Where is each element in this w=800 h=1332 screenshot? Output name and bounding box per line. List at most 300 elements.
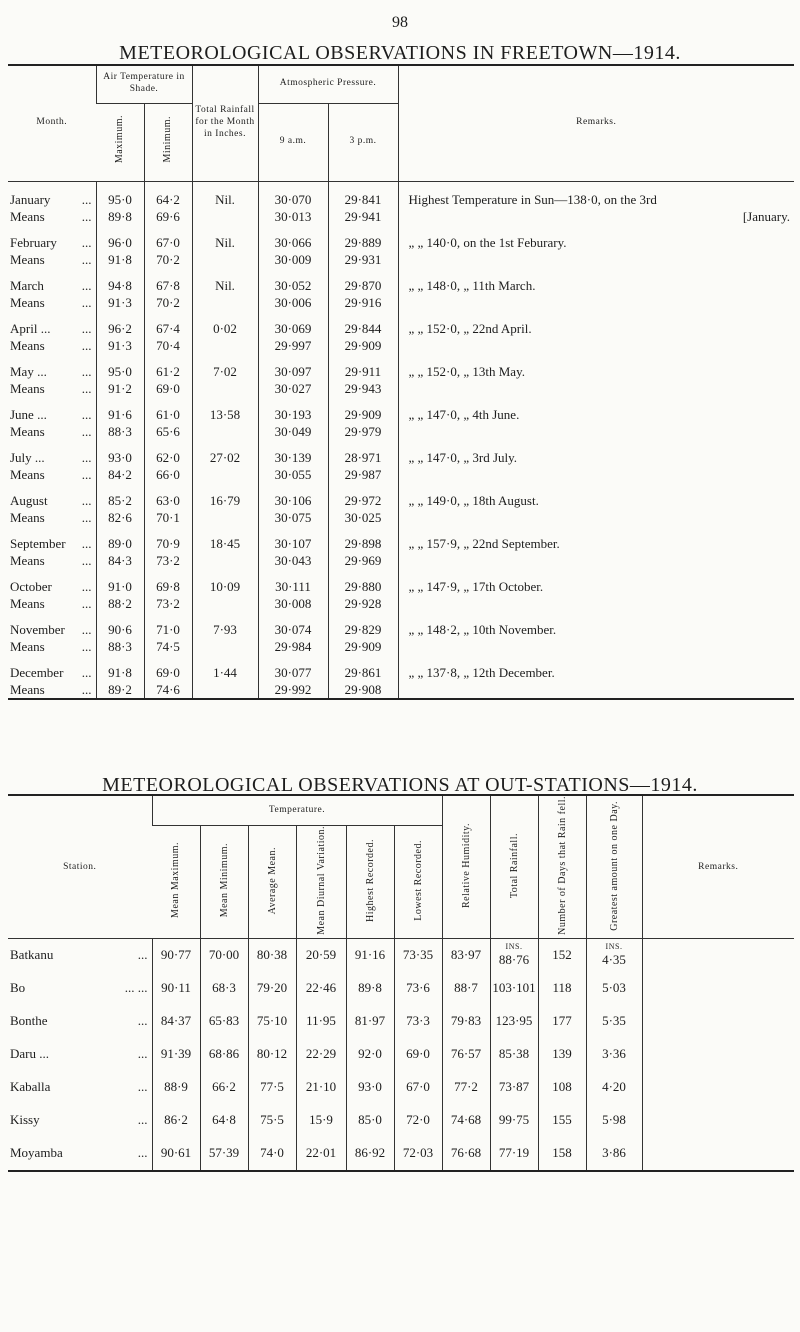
mean-min-value: 69·0 [144, 380, 192, 397]
pressure-am-value: 30·077 [258, 655, 328, 681]
mean-pm-value: 29·909 [328, 638, 398, 655]
max-value: 90·6 [96, 612, 144, 638]
month-name [8, 526, 96, 552]
max-value: 91·8 [96, 655, 144, 681]
station-label: Kaballa [10, 1079, 51, 1095]
mean-pm-value: 30·025 [328, 509, 398, 526]
min-value: 62·0 [144, 440, 192, 466]
mean-max-value: 84·37 [152, 1005, 200, 1038]
empty-cell [192, 595, 258, 612]
leader-dots: ... [81, 380, 92, 396]
mean-min-value: 65·6 [144, 423, 192, 440]
remark-text: „ „ 149·0, „ 18th August. [398, 483, 794, 509]
leader-dots: ... [81, 363, 92, 379]
means-name [8, 509, 96, 526]
pressure-am-value: 30·070 [258, 181, 328, 208]
highest-value: 93·0 [346, 1071, 394, 1104]
mean-min-value: 66·2 [200, 1071, 248, 1104]
month-label: May ... [10, 363, 47, 379]
mean-max-value: 88·9 [152, 1071, 200, 1104]
leader-dots: ... [137, 1112, 148, 1128]
min-value: 63·0 [144, 483, 192, 509]
station-row [8, 938, 794, 972]
means-row [8, 466, 794, 483]
remark-continuation [398, 251, 794, 268]
greatest-value [586, 938, 642, 972]
means-label: Means [10, 466, 45, 482]
rainfall-value: Nil. [192, 268, 258, 294]
remark-continuation [398, 423, 794, 440]
rain-days-value: 139 [538, 1038, 586, 1071]
os-remarks-header: Remarks. [642, 795, 794, 938]
month-row [8, 483, 794, 509]
station-label: Bonthe [10, 1013, 48, 1029]
remarks-cell [642, 972, 794, 1005]
remark-text: „ „ 157·9, „ 22nd September. [398, 526, 794, 552]
mean-max-value: 88·3 [96, 423, 144, 440]
leader-dots: ... [137, 1013, 148, 1029]
means-label: Means [10, 251, 45, 267]
pressure-pm-value: 29·909 [328, 397, 398, 423]
pressure-am-value: 30·139 [258, 440, 328, 466]
leader-dots: ... [137, 1046, 148, 1062]
pressure-pm-value: 28·971 [328, 440, 398, 466]
min-value: 71·0 [144, 612, 192, 638]
mean-max-value: 84·2 [96, 466, 144, 483]
month-row [8, 440, 794, 466]
pressure-am-value: 30·106 [258, 483, 328, 509]
empty-cell [192, 552, 258, 569]
highest-value: 89·8 [346, 972, 394, 1005]
max-value: 94·8 [96, 268, 144, 294]
mean-max-value: 86·2 [152, 1104, 200, 1137]
mean-min-header: Mean Minimum. [218, 843, 230, 918]
means-label: Means [10, 423, 45, 439]
month-row [8, 311, 794, 337]
avg-mean-header: Average Mean. [266, 846, 278, 914]
leader-dots: ... [81, 492, 92, 508]
freetown-table [8, 64, 794, 700]
mean-min-value: 70·1 [144, 509, 192, 526]
month-label: June ... [10, 406, 47, 422]
mean-min-value: 70·00 [200, 938, 248, 972]
mean-am-value: 30·009 [258, 251, 328, 268]
month-label: January [10, 191, 51, 207]
month-name [8, 354, 96, 380]
pressure-am-value: 30·097 [258, 354, 328, 380]
max-value: 91·0 [96, 569, 144, 595]
mean-pm-value: 29·908 [328, 681, 398, 699]
mean-pm-value: 29·931 [328, 251, 398, 268]
diurnal-value: 15·9 [296, 1104, 346, 1137]
mean-max-value: 90·11 [152, 972, 200, 1005]
mean-max-value: 90·61 [152, 1137, 200, 1171]
month-name [8, 440, 96, 466]
diurnal-value: 22·01 [296, 1137, 346, 1171]
mean-min-value: 57·39 [200, 1137, 248, 1171]
means-label: Means [10, 294, 45, 310]
humidity-value: 76·57 [442, 1038, 490, 1071]
means-name [8, 423, 96, 440]
rainfall-value: Nil. [192, 225, 258, 251]
mean-max-value: 91·39 [152, 1038, 200, 1071]
min-value: 67·4 [144, 311, 192, 337]
month-row [8, 354, 794, 380]
pressure-am-value: 30·111 [258, 569, 328, 595]
lowest-header: Lowest Recorded. [412, 839, 424, 921]
means-name [8, 552, 96, 569]
rain-days-value: 155 [538, 1104, 586, 1137]
rainfall-total-header: Total Rainfall. [508, 832, 520, 898]
leader-dots: ... [81, 552, 92, 568]
empty-cell [192, 208, 258, 225]
mean-min-value: 73·2 [144, 595, 192, 612]
leader-dots: ... [81, 664, 92, 680]
mean-min-value: 74·6 [144, 681, 192, 699]
rainfall-value: 1·44 [192, 655, 258, 681]
station-name [8, 972, 152, 1005]
remarks-cell [642, 1038, 794, 1071]
mean-max-value: 90·77 [152, 938, 200, 972]
means-name [8, 251, 96, 268]
min-value: 64·2 [144, 181, 192, 208]
mean-min-value: 68·86 [200, 1038, 248, 1071]
remark-text: „ „ 148·0, „ 11th March. [398, 268, 794, 294]
mean-am-value: 30·008 [258, 595, 328, 612]
avg-mean-value: 75·10 [248, 1005, 296, 1038]
remarks-cell [642, 1071, 794, 1104]
rainfall-value: 18·45 [192, 526, 258, 552]
mean-max-value: 89·8 [96, 208, 144, 225]
month-row [8, 397, 794, 423]
mean-am-value: 30·049 [258, 423, 328, 440]
mean-min-value: 69·6 [144, 208, 192, 225]
mean-am-value: 30·013 [258, 208, 328, 225]
leader-dots: ... [81, 208, 92, 224]
avg-mean-value: 74·0 [248, 1137, 296, 1171]
leader-dots: ... [81, 234, 92, 250]
min-value: 69·0 [144, 655, 192, 681]
avg-mean-value: 80·38 [248, 938, 296, 972]
mean-min-value: 74·5 [144, 638, 192, 655]
mean-am-value: 30·055 [258, 466, 328, 483]
max-value: 89·0 [96, 526, 144, 552]
rainfall-number: 88·76 [498, 952, 530, 968]
humidity-value: 77·2 [442, 1071, 490, 1104]
month-row [8, 655, 794, 681]
mean-min-value: 70·4 [144, 337, 192, 354]
greatest-value: 3·86 [586, 1137, 642, 1171]
station-label: Daru ... [10, 1046, 49, 1062]
month-label: July ... [10, 449, 45, 465]
month-label: November [10, 621, 65, 637]
humidity-value: 83·97 [442, 938, 490, 972]
rainfall-value: 13·58 [192, 397, 258, 423]
station-name [8, 1038, 152, 1071]
leader-dots: ... [81, 535, 92, 551]
leader-dots: ... [81, 320, 92, 336]
remark-text: „ „ 152·0, „ 13th May. [398, 354, 794, 380]
leader-dots: ... [81, 251, 92, 267]
pressure-pm-value: 29·889 [328, 225, 398, 251]
mean-pm-value: 29·969 [328, 552, 398, 569]
leader-dots: ... [137, 947, 148, 963]
pressure-am-value: 30·052 [258, 268, 328, 294]
empty-cell [192, 337, 258, 354]
outstations-table [8, 794, 794, 1172]
month-label: February [10, 234, 57, 250]
pressure-header: Atmospheric Pressure. [258, 65, 398, 103]
rainfall-value: 10·09 [192, 569, 258, 595]
pressure-pm-value: 29·880 [328, 569, 398, 595]
means-name [8, 294, 96, 311]
month-name [8, 612, 96, 638]
highest-value: 91·16 [346, 938, 394, 972]
humidity-value: 79·83 [442, 1005, 490, 1038]
max-value: 91·6 [96, 397, 144, 423]
station-name [8, 1005, 152, 1038]
means-row [8, 294, 794, 311]
lowest-value: 73·35 [394, 938, 442, 972]
max-value: 93·0 [96, 440, 144, 466]
min-value: 61·2 [144, 354, 192, 380]
month-label: August [10, 492, 48, 508]
empty-cell [192, 251, 258, 268]
leader-dots: ... [137, 1145, 148, 1161]
pressure-pm-value: 29·841 [328, 181, 398, 208]
greatest-number: 4·35 [602, 952, 626, 968]
remark-continuation [398, 294, 794, 311]
remark-continuation [398, 380, 794, 397]
remarks-header: Remarks. [398, 65, 794, 181]
rainfall-value: 103·101 [490, 972, 538, 1005]
lowest-value: 67·0 [394, 1071, 442, 1104]
means-row [8, 681, 794, 699]
leader-dots: ... [81, 277, 92, 293]
leader-dots: ... [81, 595, 92, 611]
means-row [8, 595, 794, 612]
units-label: INS. [505, 942, 523, 952]
lowest-value: 72·0 [394, 1104, 442, 1137]
pressure-pm-value: 29·844 [328, 311, 398, 337]
means-row [8, 208, 794, 225]
month-name [8, 268, 96, 294]
station-label: Kissy [10, 1112, 40, 1128]
mean-max-header: Mean Maximum. [170, 842, 182, 919]
avg-mean-value: 77·5 [248, 1071, 296, 1104]
greatest-value: 5·98 [586, 1104, 642, 1137]
rainfall-value: 73·87 [490, 1071, 538, 1104]
rainfall-value: 16·79 [192, 483, 258, 509]
means-label: Means [10, 509, 45, 525]
month-name [8, 311, 96, 337]
rainfall-value: Nil. [192, 181, 258, 208]
means-label: Means [10, 681, 45, 697]
pressure-pm-value: 29·972 [328, 483, 398, 509]
station-row [8, 1005, 794, 1038]
empty-cell [192, 638, 258, 655]
avg-mean-value: 75·5 [248, 1104, 296, 1137]
rainfall-value [490, 938, 538, 972]
highest-value: 85·0 [346, 1104, 394, 1137]
station-row [8, 1104, 794, 1137]
station-row [8, 1038, 794, 1071]
month-label: March [10, 277, 44, 293]
means-label: Means [10, 208, 45, 224]
mean-am-value: 30·027 [258, 380, 328, 397]
station-header: Station. [8, 795, 152, 938]
pressure-pm-value: 29·829 [328, 612, 398, 638]
leader-dots: ... [81, 191, 92, 207]
pressure-pm-value: 29·911 [328, 354, 398, 380]
diurnal-header: Mean Diurnal Variation. [315, 825, 327, 935]
pressure-am-value: 30·107 [258, 526, 328, 552]
remark-continuation [398, 595, 794, 612]
leader-dots: ... ... [124, 980, 148, 996]
means-row [8, 638, 794, 655]
mean-am-value: 29·992 [258, 681, 328, 699]
remark-continuation [398, 638, 794, 655]
lowest-value: 73·6 [394, 972, 442, 1005]
mean-am-value: 30·006 [258, 294, 328, 311]
remark-text: „ „ 147·9, „ 17th October. [398, 569, 794, 595]
means-label: Means [10, 638, 45, 654]
leader-dots: ... [81, 509, 92, 525]
greatest-value: 3·36 [586, 1038, 642, 1071]
min-value: 70·9 [144, 526, 192, 552]
mean-am-value: 29·984 [258, 638, 328, 655]
pm-header: 3 p.m. [328, 103, 398, 181]
mean-am-value: 30·075 [258, 509, 328, 526]
remark-continuation [398, 337, 794, 354]
mean-min-value: 64·8 [200, 1104, 248, 1137]
means-name [8, 337, 96, 354]
month-label: December [10, 664, 64, 680]
greatest-header: Greatest amount on one Day. [608, 800, 620, 931]
mean-max-value: 89·2 [96, 681, 144, 699]
max-value: 85·2 [96, 483, 144, 509]
leader-dots: ... [137, 1079, 148, 1095]
highest-value: 81·97 [346, 1005, 394, 1038]
pressure-pm-value: 29·861 [328, 655, 398, 681]
remark-text: „ „ 147·0, „ 3rd July. [398, 440, 794, 466]
diurnal-value: 22·29 [296, 1038, 346, 1071]
mean-min-value: 65·83 [200, 1005, 248, 1038]
pressure-am-value: 30·066 [258, 225, 328, 251]
means-name [8, 208, 96, 225]
rainfall-value: 123·95 [490, 1005, 538, 1038]
empty-cell [192, 466, 258, 483]
diurnal-value: 20·59 [296, 938, 346, 972]
remark-continuation [398, 509, 794, 526]
leader-dots: ... [81, 294, 92, 310]
lowest-value: 72·03 [394, 1137, 442, 1171]
diurnal-value: 22·46 [296, 972, 346, 1005]
avg-mean-value: 79·20 [248, 972, 296, 1005]
greatest-value: 5·03 [586, 972, 642, 1005]
mean-max-value: 91·3 [96, 294, 144, 311]
station-name [8, 1104, 152, 1137]
station-name [8, 1137, 152, 1171]
rain-days-value: 177 [538, 1005, 586, 1038]
max-value: 96·2 [96, 311, 144, 337]
min-header: Minimum. [161, 116, 173, 163]
leader-dots: ... [81, 406, 92, 422]
diurnal-value: 11·95 [296, 1005, 346, 1038]
remark-continuation [398, 466, 794, 483]
means-row [8, 337, 794, 354]
rain-days-value: 158 [538, 1137, 586, 1171]
month-label: September [10, 535, 66, 551]
means-name [8, 466, 96, 483]
leader-dots: ... [81, 337, 92, 353]
mean-min-value: 70·2 [144, 294, 192, 311]
leader-dots: ... [81, 681, 92, 697]
air-temp-header: Air Temperature in Shade. [96, 65, 192, 103]
rain-days-value: 108 [538, 1071, 586, 1104]
mean-max-value: 88·2 [96, 595, 144, 612]
mean-max-value: 91·8 [96, 251, 144, 268]
remark-text: „ „ 148·2, „ 10th November. [398, 612, 794, 638]
remark-continuation [398, 681, 794, 699]
empty-cell [192, 380, 258, 397]
outstations-title: METEOROLOGICAL OBSERVATIONS AT OUT-STATIONS—1914. [102, 774, 698, 796]
greatest-value: 5·35 [586, 1005, 642, 1038]
mean-pm-value: 29·928 [328, 595, 398, 612]
month-name [8, 569, 96, 595]
rainfall-value: 0·02 [192, 311, 258, 337]
mean-max-value: 91·2 [96, 380, 144, 397]
pressure-am-value: 30·074 [258, 612, 328, 638]
remarks-cell [642, 1104, 794, 1137]
mean-max-value: 84·3 [96, 552, 144, 569]
mean-min-value: 73·2 [144, 552, 192, 569]
leader-dots: ... [81, 423, 92, 439]
min-value: 67·0 [144, 225, 192, 251]
empty-cell [192, 423, 258, 440]
month-row [8, 526, 794, 552]
humidity-value: 88·7 [442, 972, 490, 1005]
station-name [8, 1071, 152, 1104]
mean-min-value: 66·0 [144, 466, 192, 483]
station-row [8, 972, 794, 1005]
pressure-am-value: 30·069 [258, 311, 328, 337]
rain-days-value: 152 [538, 938, 586, 972]
month-label: October [10, 578, 52, 594]
month-name [8, 397, 96, 423]
diurnal-value: 21·10 [296, 1071, 346, 1104]
month-header: Month. [8, 65, 96, 181]
mean-pm-value: 29·987 [328, 466, 398, 483]
remark-continuation [398, 552, 794, 569]
empty-cell [192, 509, 258, 526]
humidity-value: 76·68 [442, 1137, 490, 1171]
mean-max-value: 91·3 [96, 337, 144, 354]
remark-text: Highest Temperature in Sun—138·0, on the 3rd [398, 181, 794, 208]
mean-pm-value: 29·941 [328, 208, 398, 225]
mean-pm-value: 29·979 [328, 423, 398, 440]
means-name [8, 380, 96, 397]
month-row [8, 181, 794, 208]
leader-dots: ... [81, 638, 92, 654]
mean-min-value: 70·2 [144, 251, 192, 268]
humidity-header: Relative Humidity. [460, 822, 472, 908]
min-value: 69·8 [144, 569, 192, 595]
highest-value: 92·0 [346, 1038, 394, 1071]
remark-text: „ „ 147·0, „ 4th June. [398, 397, 794, 423]
station-name [8, 938, 152, 972]
month-name [8, 225, 96, 251]
